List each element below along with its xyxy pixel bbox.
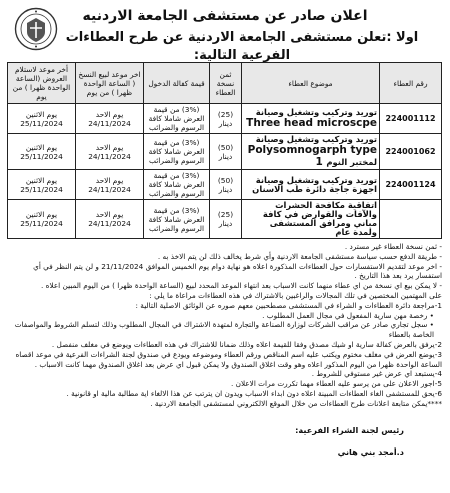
header-subject: موضوع العطاء — [242, 63, 380, 104]
price-value: (50) — [217, 142, 234, 152]
sale-date: 24/11/2024 — [88, 184, 131, 194]
tender-subject — [242, 170, 380, 200]
price-unit: دينار — [218, 151, 233, 161]
submit-day: يوم الاثنين — [25, 210, 58, 219]
table-header-row — [8, 63, 442, 104]
subject-english-name: Polysomnogarph type 1 — [247, 144, 377, 168]
subject-english — [244, 144, 377, 168]
table-row — [8, 134, 442, 170]
tenders-table — [7, 62, 442, 239]
submit-deadline — [8, 104, 76, 134]
sale-date: 24/11/2024 — [88, 219, 131, 228]
subject-arabic-suffix: لمختبر النوم — [326, 157, 377, 167]
header-submit-deadline: أخر موعد لاستلام العروض (الساعة الواحدة ظهرا ) من يوم — [8, 63, 76, 104]
sale-day: يوم الاحد — [95, 210, 124, 219]
sale-deadline — [76, 200, 144, 239]
subject-arabic: اتفاقية مكافحة الحشرات والآفات والقوارض في كافة مباني ومرافق المستشفى ولمدة عام — [262, 200, 377, 237]
sale-day: يوم الاحد — [95, 142, 124, 152]
tender-price — [210, 134, 242, 170]
note-line: 4-يستبعد اي عرض غير مستوفي للشروط . — [311, 369, 442, 379]
tender-price — [210, 170, 242, 200]
price-value: (25) — [217, 109, 234, 119]
note-line: • رخصة مهن سارية المفعول في مجال العمل المطلوب . — [262, 310, 434, 320]
tender-price — [210, 200, 242, 239]
table-row — [8, 200, 442, 239]
note-line: 2-يرفق بالعرض كفالة سارية او شيك مصدق وفقا للقيمة اعلاه وذلك ضمانا للاشتراك في هذه العطاءات ويوضع في مغلف منفصل . — [51, 339, 442, 349]
signature-title: رئيس لجنة الشراء الفرعية: — [295, 424, 404, 435]
tender-number: 224001112 — [380, 104, 442, 134]
submit-day: يوم الاثنين — [25, 175, 58, 185]
tender-guarantee: (3%) من قيمة العرض شاملا كافة الرسوم والضرائب — [144, 134, 210, 170]
price-unit: دينار — [218, 219, 233, 228]
sale-deadline — [76, 134, 144, 170]
signature-block — [8, 425, 442, 457]
table-row — [8, 104, 442, 134]
hospital-logo-icon — [14, 7, 58, 51]
subject-arabic: توريد وتركيب وتشغيل وصيانة — [255, 134, 377, 144]
header-sale-deadline: اخر موعد لبيع النسخ ( الساعة الواحدة ظهرا ) من يوم — [76, 63, 144, 104]
sale-day: يوم الاحد — [95, 109, 124, 119]
header-price: ثمن نسخة العطاء — [210, 63, 242, 104]
tender-subject — [242, 200, 380, 239]
price-value: (25) — [217, 210, 234, 219]
price-unit: دينار — [218, 184, 233, 194]
note-line: ****يمكن متابعة اعلانات طرح العطاءات من خلال الموقع الالكتروني لمستشفى الجامعة الاردنية . — [150, 398, 442, 408]
note-line: • سجل تجاري صادر عن مراقب الشركات لوزارة الصناعة والتجارة لمتهدة الاشتراك في المجال المطلوب وذلك لتسلم الشروط والمواصفات الخاصة بالعطاء — [14, 320, 434, 340]
note-line: - اخر موعد لتقديم الاستفسارات حول العطاءات المذكورة اعلاه هو نهاية دوام يوم الخميس الموافق 21/11/2024 و لن يتم النظر في أي استفسار يرد بعد هذا التاريخ . — [33, 261, 442, 281]
signature-name: د.أمجد بني هاني — [337, 446, 404, 457]
sale-deadline — [76, 170, 144, 200]
price-value: (50) — [217, 175, 234, 185]
sale-date: 24/11/2024 — [88, 118, 131, 128]
tender-guarantee: (3%) من قيمة العرض شاملا كافة الرسوم والضرائب — [144, 104, 210, 134]
subject-arabic: توريد وتركيب وتشغيل وصيانة — [255, 174, 377, 185]
submit-date: 25/11/2024 — [20, 151, 63, 161]
submit-deadline — [8, 170, 76, 200]
tender-number: 224001062 — [380, 134, 442, 170]
tender-price — [210, 104, 242, 134]
tender-subject — [242, 104, 380, 134]
announcement-title: اعلان صادر عن مستشفى الجامعة الاردنيه — [82, 8, 368, 24]
note-line: 3-يوضع العرض في مغلف مختوم ويكتب عليه اسم المناقص ورقم العطاء وموضوعه ويودع في صندوق لجنة الشراءات الفرعية في موعد اقصاه الساعة الواحدة ظهرا من اليوم المذكور اعلاه وهو وقت اغلاق الصندوق ولا يمكن قبول اي عرض بعد اغلاق الصندوق مهما كانت الاسباب . — [15, 349, 442, 369]
conditions-notes — [8, 242, 442, 409]
note-line: 6-يحق للمستشفى الغاء العطاءات المبينة اعلاه دون ابداء الاسباب ويدون ان يترتب عن هذا الالغاء اية مطالبة مالية او قانونية . — [66, 388, 442, 398]
tender-guarantee: (3%) من قيمة العرض شاملا كافة الرسوم والضرائب — [144, 200, 210, 239]
tender-subject — [242, 134, 380, 170]
sale-day: يوم الاحد — [95, 175, 124, 185]
note-line: على المهتمين المختصين في تلك المجالات والراغبين بالاشتراك في هذه العطاءات مراعاة ما يلي : — [149, 290, 442, 300]
note-line: 5-اجور الاعلان على من يرسو عليه العطاء مهما تكررت مرات الاعلان . — [230, 379, 442, 389]
tender-number — [380, 200, 442, 239]
header-tender-no: رقم العطاء — [380, 63, 442, 104]
header-guarantee: قيمة كفالة الدخول — [144, 63, 210, 104]
submit-date: 25/11/2024 — [20, 118, 63, 128]
price-unit: دينار — [218, 118, 233, 128]
subject-arabic-line2: اجهزة جاجة دائرة طب الاسنان — [252, 183, 377, 194]
submit-date: 25/11/2024 — [20, 184, 63, 194]
note-line: - لا يمكن بيع اي نسخة من اي عطاء منهما كانت الاسباب بعد انتهاء الموعد المحدد لبيع (الساعة الواحدة ظهرا ) من اليوم المبين اعلاه . — [41, 281, 442, 291]
submit-deadline — [8, 134, 76, 170]
note-line: - ثمن نسخة العطاء غير مسترد . — [344, 242, 442, 251]
table-row — [8, 170, 442, 200]
tender-guarantee: (3%) من قيمة العرض شاملا كافة الرسوم والضرائب — [144, 170, 210, 200]
sale-date: 24/11/2024 — [88, 151, 131, 161]
submit-deadline — [8, 200, 76, 239]
announcement-header — [8, 4, 442, 63]
subject-arabic: توريد وتركيب وتشغيل وصيانة — [255, 107, 377, 117]
note-line: 1-مراجعة دائرة العطاءات و الشراء في المستشفى مصطحبين معهم صوره عن الوثائق الاصلية التالية : — [135, 300, 442, 310]
submit-date: 25/11/2024 — [20, 219, 63, 228]
announcement-subtitle: اولا :تعلن مستشفى الجامعة الاردنية عن طرح العطاءات الفرعية التالية: — [65, 30, 419, 63]
subject-english: Three head microscpe — [246, 117, 377, 129]
sale-deadline — [76, 104, 144, 134]
tender-number: 224001124 — [380, 170, 442, 200]
note-line: - طريقة الدفع حسب سياسة مستشفى الجامعة الاردنية وأي شرط يخالف ذلك لن يتم الاخذ به . — [157, 251, 442, 261]
submit-day: يوم الاثنين — [25, 109, 58, 119]
submit-day: يوم الاثنين — [25, 142, 58, 152]
